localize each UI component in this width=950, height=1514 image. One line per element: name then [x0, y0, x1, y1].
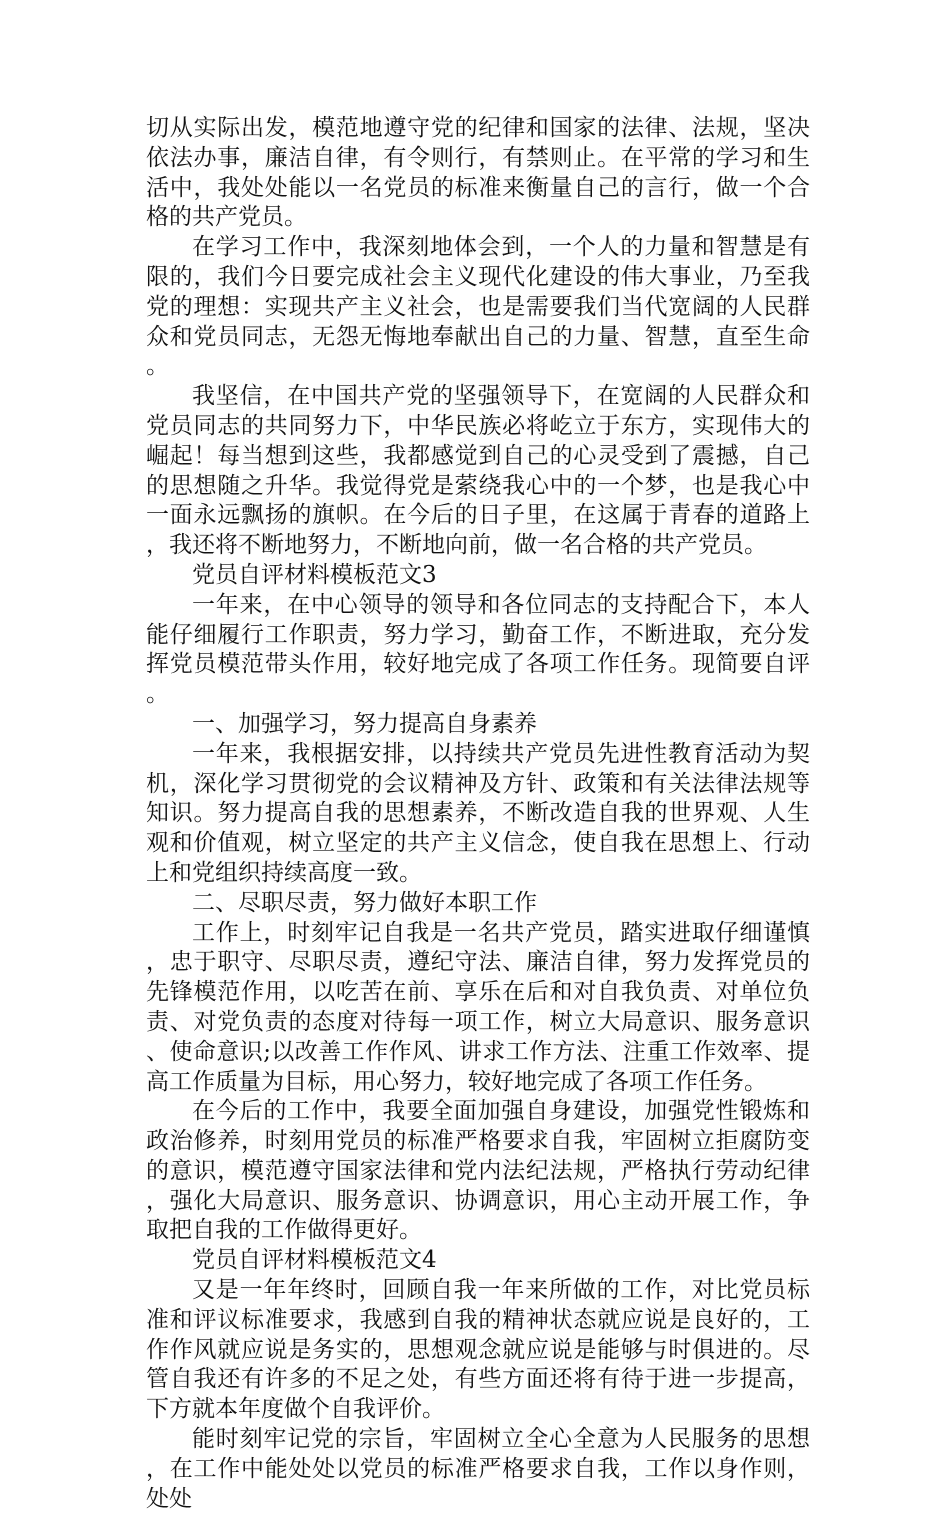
document-page — [146, 114, 810, 1514]
heading-point-1: 一、加强学习，努力提高自身素养 — [192, 710, 537, 737]
heading-point-2: 二、尽职尽责，努力做好本职工作 — [192, 889, 537, 916]
paragraph-party-purpose: 能时刻牢记党的宗旨，牢固树立全心全意为人民服务的思想，在工作中能处处以党员的标准严格要求自我，工作以身作则，处处 — [146, 1426, 810, 1512]
paragraph-continued: 切从实际出发，模范地遵守党的纪律和国家的法律、法规，坚决依法办事，廉洁自律，有令则行，有禁则止。在平常的学习和生活中，我处处能以一名党员的标准来衡量自己的言行，做一个合格的共产党员。 — [146, 115, 810, 231]
paragraph-intro-4: 又是一年年终时，回顾自我一年来所做的工作，对比党员标准和评议标准要求，我感到自我的精神状态就应说是良好的，工作作风就应说是务实的，思想观念就应说是能够与时俱进的。尽管自我还有许多的不足之处，有些方面还将有待于进一步提高，下方就本年度做个自我评价。 — [146, 1277, 810, 1423]
section-title-3: 党员自评材料模板范文3 — [192, 561, 437, 588]
paragraph-point-1: 一年来，我根据安排，以持续共产党员先进性教育活动为契机，深化学习贯彻党的会议精神及方针、政策和有关法律法规等知识。努力提高自我的思想素养，不断改造自我的世界观、人生观和价值观，树立坚定的共产主义信念，使自我在思想上、行动上和党组织持续高度一致。 — [146, 740, 810, 886]
paragraph-belief: 我坚信，在中国共产党的坚强领导下，在宽阔的人民群众和党员同志的共同努力下，中华民族必将屹立于东方，实现伟大的崛起！每当想到这些，我都感觉到自己的心灵受到了震撼，自己的思想随之升华。我觉得党是萦绕我心中的一个梦，也是我心中一面永远飘扬的旗帜。在今后的日子里，在这属于青春的道路上，我还将不断地努力，不断地向前，做一名合格的共产党员。 — [146, 383, 810, 559]
paragraph-future-work: 在今后的工作中，我要全面加强自身建设，加强党性锻炼和政治修养，时刻用党员的标准严格要求自我，牢固树立拒腐防变的意识，模范遵守国家法律和党内法纪法规，严格执行劳动纪律，强化大局意识、服务意识、协调意识，用心主动开展工作，争取把自我的工作做得更好。 — [146, 1098, 810, 1244]
section-title-4: 党员自评材料模板范文4 — [192, 1247, 437, 1274]
paragraph-study-work: 在学习工作中，我深刻地体会到，一个人的力量和智慧是有限的，我们今日要完成社会主义现代化建设的伟大事业，乃至我党的理想：实现共产主义社会，也是需要我们当代宽阔的人民群众和党员同志，无怨无悔地奉献出自己的力量、智慧，直至生命。 — [146, 234, 810, 380]
paragraph-intro-3: 一年来，在中心领导的领导和各位同志的支持配合下，本人能仔细履行工作职责，努力学习，勤奋工作，不断进取，充分发挥党员模范带头作用，较好地完成了各项工作任务。现简要自评。 — [146, 591, 810, 708]
paragraph-point-2: 工作上，时刻牢记自我是一名共产党员，踏实进取仔细谨慎，忠于职守、尽职尽责，遵纪守法、廉洁自律，努力发挥党员的先锋模范作用，以吃苦在前、享乐在后和对自我负责、对单位负责、对党负责的态度对待每一项工作，树立大局意识、服务意识、使命意识;以改善工作作风、讲求工作方法、注重工作效率、提高工作质量为目标，用心努力，较好地完成了各项工作任务。 — [146, 919, 810, 1095]
